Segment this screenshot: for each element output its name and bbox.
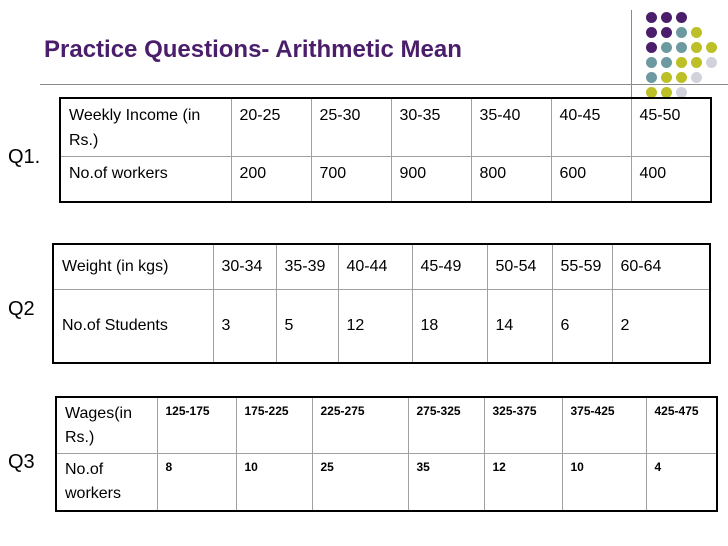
q3-row2-header: No.of workers: [56, 453, 157, 511]
q2-row2-header: No.of Students: [53, 289, 213, 363]
slide-title: Practice Questions- Arithmetic Mean: [44, 36, 462, 63]
decor-dot: [691, 42, 702, 53]
q2-row2-value: 12: [338, 289, 412, 363]
decor-dot: [706, 57, 717, 68]
q3-header-row: [56, 397, 717, 453]
question-label-q2: Q2: [8, 298, 35, 320]
q1-row1-value: 35-40: [471, 98, 551, 156]
q1-row2-value: 600: [551, 156, 631, 202]
q1-table: [59, 97, 712, 203]
decor-dot: [646, 42, 657, 53]
q3-row1-value: 325-375: [484, 397, 562, 453]
decor-dot: [661, 42, 672, 53]
q1-row2-value: 800: [471, 156, 551, 202]
q3-row1-value: 425-475: [646, 397, 717, 453]
q3-row1-value: 375-425: [562, 397, 646, 453]
q2-header-row: [53, 244, 710, 289]
q1-row1-header: Weekly Income (in Rs.): [60, 98, 231, 156]
divider-horizontal: [40, 84, 728, 85]
q2-row1-value: 60-64: [612, 244, 710, 289]
q3-row2-value: 12: [484, 453, 562, 511]
q3-table: [55, 396, 718, 512]
q1-row2-value: 900: [391, 156, 471, 202]
q3-row2-value: 10: [236, 453, 312, 511]
q2-row1-value: 35-39: [276, 244, 338, 289]
q2-row2-value: 5: [276, 289, 338, 363]
q2-row2-value: 18: [412, 289, 487, 363]
q2-row1-header: Weight (in kgs): [53, 244, 213, 289]
decor-dot: [661, 12, 672, 23]
q2-row1-value: 30-34: [213, 244, 276, 289]
decor-dot: [646, 57, 657, 68]
question-label-q1: Q1.: [8, 146, 41, 168]
q2-row1-value: 45-49: [412, 244, 487, 289]
q2-row1-value: 55-59: [552, 244, 612, 289]
q1-row2-header: No.of workers: [60, 156, 231, 202]
q2-row1-value: 40-44: [338, 244, 412, 289]
decor-dot: [676, 12, 687, 23]
q3-data-row: [56, 453, 717, 511]
q3-row1-value: 125-175: [157, 397, 236, 453]
q2-table: [52, 243, 711, 364]
q1-row1-value: 30-35: [391, 98, 471, 156]
q2-row2-value: 6: [552, 289, 612, 363]
q1-row1-value: 40-45: [551, 98, 631, 156]
q1-row1-value: 20-25: [231, 98, 311, 156]
decor-dot: [676, 57, 687, 68]
q1-row1-value: 45-50: [631, 98, 711, 156]
decor-dot: [646, 72, 657, 83]
q3-row1-value: 175-225: [236, 397, 312, 453]
decor-dot: [676, 27, 687, 38]
q3-row2-value: 35: [408, 453, 484, 511]
q1-header-row: [60, 98, 711, 156]
decor-dot: [661, 72, 672, 83]
decor-dot: [676, 42, 687, 53]
q2-row2-value: 3: [213, 289, 276, 363]
decor-dot: [691, 57, 702, 68]
q3-row2-value: 10: [562, 453, 646, 511]
q3-row1-header: Wages(in Rs.): [56, 397, 157, 453]
q1-row2-value: 400: [631, 156, 711, 202]
q1-row2-value: 700: [311, 156, 391, 202]
q3-row1-value: 275-325: [408, 397, 484, 453]
q2-data-row: [53, 289, 710, 363]
question-label-q3: Q3: [8, 451, 35, 473]
q1-row2-value: 200: [231, 156, 311, 202]
decor-dot: [661, 27, 672, 38]
q2-row1-value: 50-54: [487, 244, 552, 289]
decor-dot: [676, 72, 687, 83]
q2-row2-value: 14: [487, 289, 552, 363]
q3-row1-value: 225-275: [312, 397, 408, 453]
decor-dot: [646, 12, 657, 23]
decor-dot: [706, 42, 717, 53]
q1-row1-value: 25-30: [311, 98, 391, 156]
q3-row2-value: 4: [646, 453, 717, 511]
q3-row2-value: 8: [157, 453, 236, 511]
decor-dot: [691, 27, 702, 38]
q1-data-row: [60, 156, 711, 202]
q2-row2-value: 2: [612, 289, 710, 363]
decor-dot: [646, 27, 657, 38]
q3-row2-value: 25: [312, 453, 408, 511]
decor-dot: [661, 57, 672, 68]
decor-dot: [691, 72, 702, 83]
